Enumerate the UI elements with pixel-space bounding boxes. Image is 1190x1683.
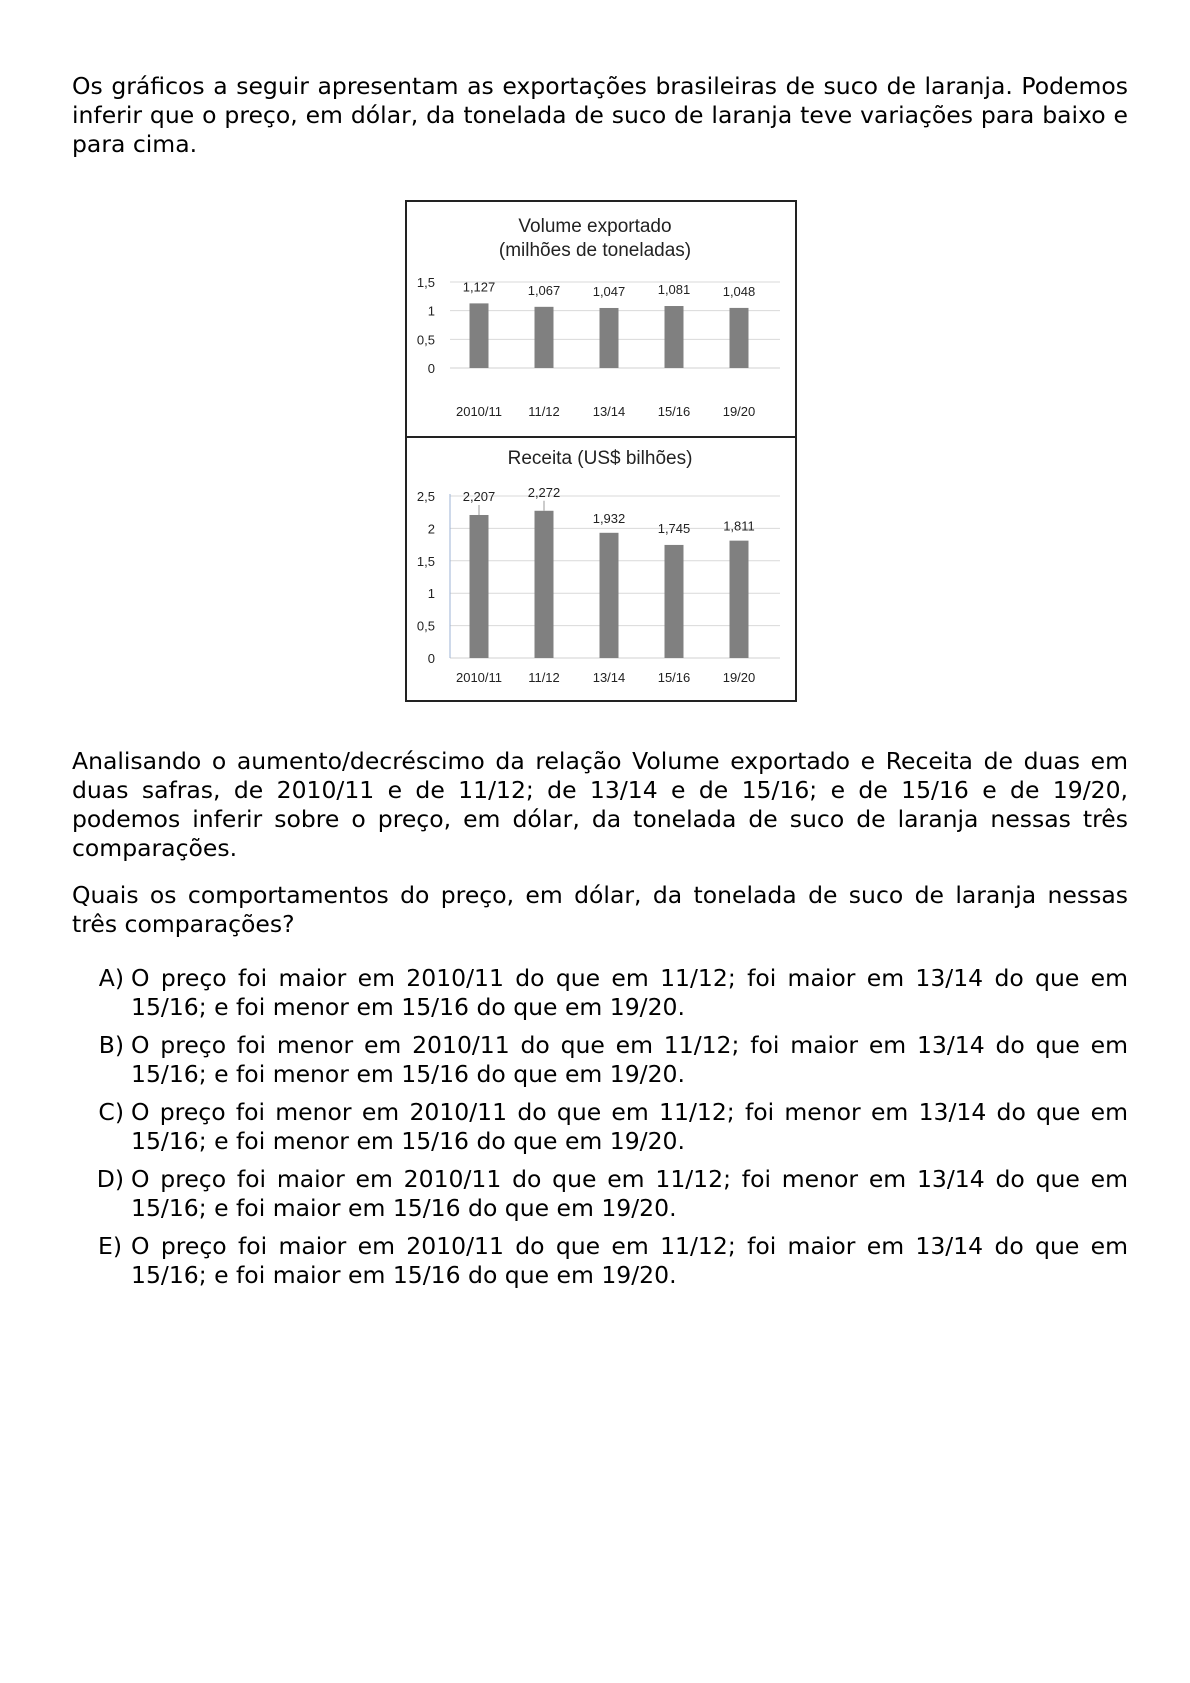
- y-tick-label: 0: [427, 361, 435, 376]
- option-b[interactable]: [72, 1031, 1128, 1089]
- y-tick-label: 1,5: [416, 553, 435, 569]
- charts-figure: [405, 200, 797, 702]
- intro-paragraph: Os gráficos a seguir apresentam as exportações brasileiras de suco de laranja. Podemos inferir que o preço, em dólar, da tonelada de suco de laranja teve variações para baixo e para cima.: [72, 72, 1128, 158]
- option-text: O preço foi menor em 2010/11 do que em 11/12; foi menor em 13/14 do que em 15/16; e foi menor em 15/16 do que em 19/20.: [131, 1098, 1128, 1155]
- answer-options: [72, 964, 1128, 1299]
- category-label: 13/14: [592, 670, 626, 685]
- y-tick-label: 2,5: [416, 489, 435, 504]
- option-letter: C): [98, 1098, 124, 1126]
- data-label: 1,047: [592, 283, 626, 299]
- bar: [665, 545, 684, 658]
- y-tick-label: 0,5: [416, 618, 435, 634]
- data-label: 1,067: [527, 282, 561, 298]
- category-label: 2010/11: [455, 670, 503, 685]
- y-tick-label: 2: [427, 521, 435, 537]
- option-text: O preço foi menor em 2010/11 do que em 11/12; foi maior em 13/14 do que em 15/16; e foi menor em 15/16 do que em 19/20.: [131, 1031, 1128, 1088]
- y-tick-label: 1: [427, 586, 435, 602]
- option-letter: B): [98, 1031, 124, 1059]
- category-label: 2010/11: [455, 404, 503, 419]
- option-letter: D): [96, 1165, 124, 1193]
- bar: [600, 308, 619, 368]
- data-label: 1,745: [657, 520, 691, 536]
- data-label: 1,127: [462, 279, 496, 295]
- volume-chart-subtitle: (milhões de toneladas): [498, 240, 692, 261]
- bar: [730, 308, 749, 368]
- option-letter: A): [98, 964, 124, 992]
- analysis-paragraph: Analisando o aumento/decréscimo da relação Volume exportado e Receita de duas em duas safras, de 2010/11 e de 11/12; de 13/14 e de 15/16; e de 15/16 e de 19/20, podemos inferir sobre o preço, em dólar, da tonelada de suco de laranja nessas três comparações.: [72, 747, 1128, 862]
- bar: [665, 306, 684, 368]
- category-label: 13/14: [592, 404, 626, 419]
- category-label: 19/20: [722, 404, 756, 419]
- option-letter: E): [97, 1232, 122, 1260]
- option-text: O preço foi maior em 2010/11 do que em 11/12; foi maior em 13/14 do que em 15/16; e foi menor em 15/16 do que em 19/20.: [131, 964, 1128, 1021]
- data-label: 1,081: [657, 282, 691, 298]
- option-e[interactable]: [72, 1232, 1128, 1290]
- y-tick-label: 0,5: [416, 332, 435, 348]
- bar: [470, 515, 489, 658]
- bar: [535, 307, 554, 368]
- category-label: 11/12: [528, 404, 560, 419]
- data-label: 2,207: [462, 488, 496, 504]
- volume-chart-title: Volume exportado: [518, 216, 672, 237]
- bar: [600, 533, 619, 658]
- category-label: 15/16: [657, 404, 691, 419]
- option-a[interactable]: [72, 964, 1128, 1022]
- option-d[interactable]: [72, 1165, 1128, 1223]
- data-label: 1,048: [722, 283, 756, 299]
- data-label: 1,811: [723, 518, 755, 534]
- category-label: 15/16: [657, 670, 691, 685]
- y-tick-label: 1: [427, 303, 435, 319]
- data-label: 1,932: [592, 510, 626, 526]
- y-tick-label: 1,5: [416, 275, 435, 290]
- charts-svg: [405, 200, 797, 702]
- question-paragraph: Quais os comportamentos do preço, em dólar, da tonelada de suco de laranja nessas três comparações?: [72, 881, 1128, 938]
- category-label: 19/20: [722, 670, 756, 685]
- revenue-chart-title: Receita (US$ bilhões): [507, 448, 693, 469]
- data-label: 2,272: [527, 484, 561, 500]
- option-c[interactable]: [72, 1098, 1128, 1156]
- y-tick-label: 0: [427, 651, 435, 666]
- category-label: 11/12: [528, 670, 560, 685]
- bar: [470, 303, 489, 368]
- option-text: O preço foi maior em 2010/11 do que em 11/12; foi menor em 13/14 do que em 15/16; e foi maior em 15/16 do que em 19/20.: [131, 1165, 1128, 1222]
- option-text: O preço foi maior em 2010/11 do que em 11/12; foi maior em 13/14 do que em 15/16; e foi maior em 15/16 do que em 19/20.: [131, 1232, 1128, 1289]
- bar: [535, 511, 554, 658]
- bar: [730, 541, 749, 658]
